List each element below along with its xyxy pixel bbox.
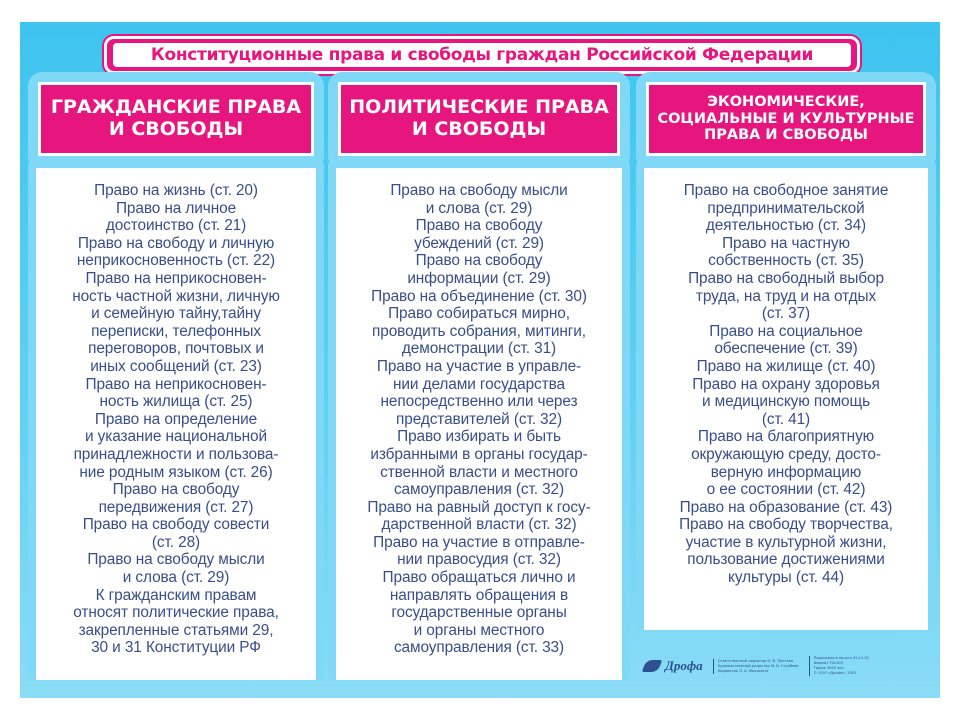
civil-rights-heading-line2: И СВОБОДЫ: [108, 118, 244, 140]
political-rights-text: Право на свободу мысли и слова (ст. 29) Право на свободу убеждений (ст. 29) Право на свободу информации (ст. 29) Право на объединение (ст. 30) Право собираться мирно, проводить собрания, митинги, демонстрации (ст. 31) Право на участие в управле- нии делами государства непосредственно или через представителей (ст. 32) Право избирать и быть избранными в органы государ- ственной власти и местного самоуправления (ст. 32) Право на равный доступ к госу- дарственной власти (ст. 32) Право на участие в отправле- нии правосудия (ст. 32) Право обращаться лично и направлять обращения в государственные органы и органы местного самоуправления (ст. 33): [367, 182, 591, 657]
economic-rights-heading-line3: ПРАВА И СВОБОДЫ: [704, 127, 868, 144]
civil-rights-heading-line1: ГРАЖДАНСКИЕ ПРАВА: [50, 96, 302, 119]
economic-rights-panel: [644, 168, 928, 630]
publisher-name: Дрофа: [665, 658, 703, 673]
civil-rights-text: Право на жизнь (ст. 20) Право на личное достоинство (ст. 21) Право на свободу и личную неприкосновенность (ст. 22) Право на неприкосновен- ность частной жизни, личную и семейную тайну,тайну переписки, телефонных переговоров, почтовых и иных сообщений (ст. 23) Право на неприкосновен- ность жилища (ст. 25) Право на определение и указание национальной принадлежности и пользова- ние родным языком (ст. 26) Право на свободу передвижения (ст. 27) Право на свободу совести (ст. 28) Право на свободу мысли и слова (ст. 29) К гражданским правам относят политические права, закрепленные статьями 29, 30 и 31 Конституции РФ: [72, 182, 280, 657]
publisher-logo-icon: [644, 658, 662, 674]
political-rights-heading: [338, 82, 620, 156]
economic-rights-text: Право на свободное занятие предпринимательской деятельностью (ст. 34) Право на частную собственность (ст. 35) Право на свободный выбор труда, на труд и на отдых (ст. 37) Право на социальное обеспечение (ст. 39) Право на жилище (ст. 40) Право на охрану здоровья и медицинскую помощь (ст. 41) Право на благоприятную окружающую среду, досто- верную информацию о ее состоянии (ст. 42) Право на образование (ст. 43) Право на свободу творчества, участие в культурной жизни, пользование достижениями культуры (ст. 44): [679, 182, 893, 587]
civil-rights-heading: [38, 82, 314, 156]
publisher-logo: [644, 658, 703, 674]
economic-rights-heading-line2: СОЦИАЛЬНЫЕ И КУЛЬТУРНЫЕ: [657, 110, 915, 127]
economic-rights-heading: [646, 82, 926, 156]
civil-rights-header-tab: [28, 72, 324, 170]
civil-rights-column: [28, 160, 324, 680]
economic-rights-header-tab: [636, 72, 936, 170]
publisher-footer: [644, 648, 914, 684]
imprint-editors: Ответственный редактор Н. В. Лаптева Художественный редактор М. В. Голубева Корректор Л. А. Мысякина: [713, 659, 799, 674]
page-title: Конституционные права и свободы граждан Российской Федерации: [150, 45, 814, 65]
political-rights-panel: [336, 168, 622, 680]
imprint-print-info: Подписано в печать 05.11.01 Формат 70х100 Тираж 3000 экз. © ООО «Дрофа», 2002: [809, 656, 869, 676]
economic-rights-column: [636, 160, 936, 630]
title-banner-inner: [113, 43, 851, 67]
civil-rights-panel: [36, 168, 316, 680]
economic-rights-heading-line1: ЭКОНОМИЧЕСКИЕ,: [707, 93, 865, 110]
political-rights-heading-line1: ПОЛИТИЧЕСКИЕ ПРАВА: [349, 96, 609, 119]
political-rights-heading-line2: И СВОБОДЫ: [411, 118, 547, 140]
title-banner: [104, 36, 860, 74]
political-rights-header-tab: [328, 72, 630, 170]
political-rights-column: [328, 160, 630, 680]
